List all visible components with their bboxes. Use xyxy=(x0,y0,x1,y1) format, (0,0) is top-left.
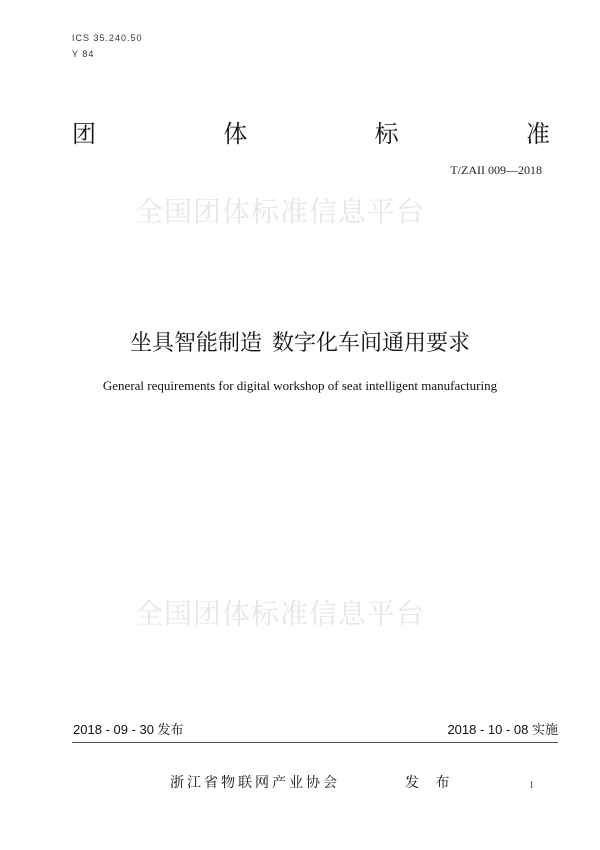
title-cn-part2: 数字化车间通用要求 xyxy=(272,331,471,356)
standard-number: T/ZAII 009—2018 xyxy=(450,163,542,177)
publisher-name: 浙江省物联网产业协会 xyxy=(170,775,340,791)
title-cn-part1: 坐具智能制造 xyxy=(129,331,262,356)
ics-code: ICS 35.240.50 xyxy=(72,33,143,43)
implement-date: 2018 - 10 - 08 实施 xyxy=(447,722,558,737)
publish-date: 2018 - 09 - 30 发布 xyxy=(73,722,184,737)
ccs-code: Y 84 xyxy=(72,49,95,59)
standard-type-char: 体 xyxy=(223,120,248,148)
standard-type-char: 团 xyxy=(72,120,96,148)
watermark-bottom: 全国团体标准信息平台 xyxy=(134,597,425,630)
document-title-cn xyxy=(0,326,600,357)
watermark-top: 全国团体标准信息平台 xyxy=(134,195,425,228)
classification-codes xyxy=(72,30,143,62)
standard-type-char: 标 xyxy=(374,120,399,148)
publish-label: 发 布 xyxy=(405,775,456,791)
divider-line xyxy=(72,742,558,743)
page-number: I xyxy=(530,780,533,790)
document-title-en: General requirements for digital workshop of seat intelligent manufacturing xyxy=(102,378,498,393)
standard-type-heading xyxy=(72,114,550,149)
standard-type-char: 准 xyxy=(525,120,550,148)
